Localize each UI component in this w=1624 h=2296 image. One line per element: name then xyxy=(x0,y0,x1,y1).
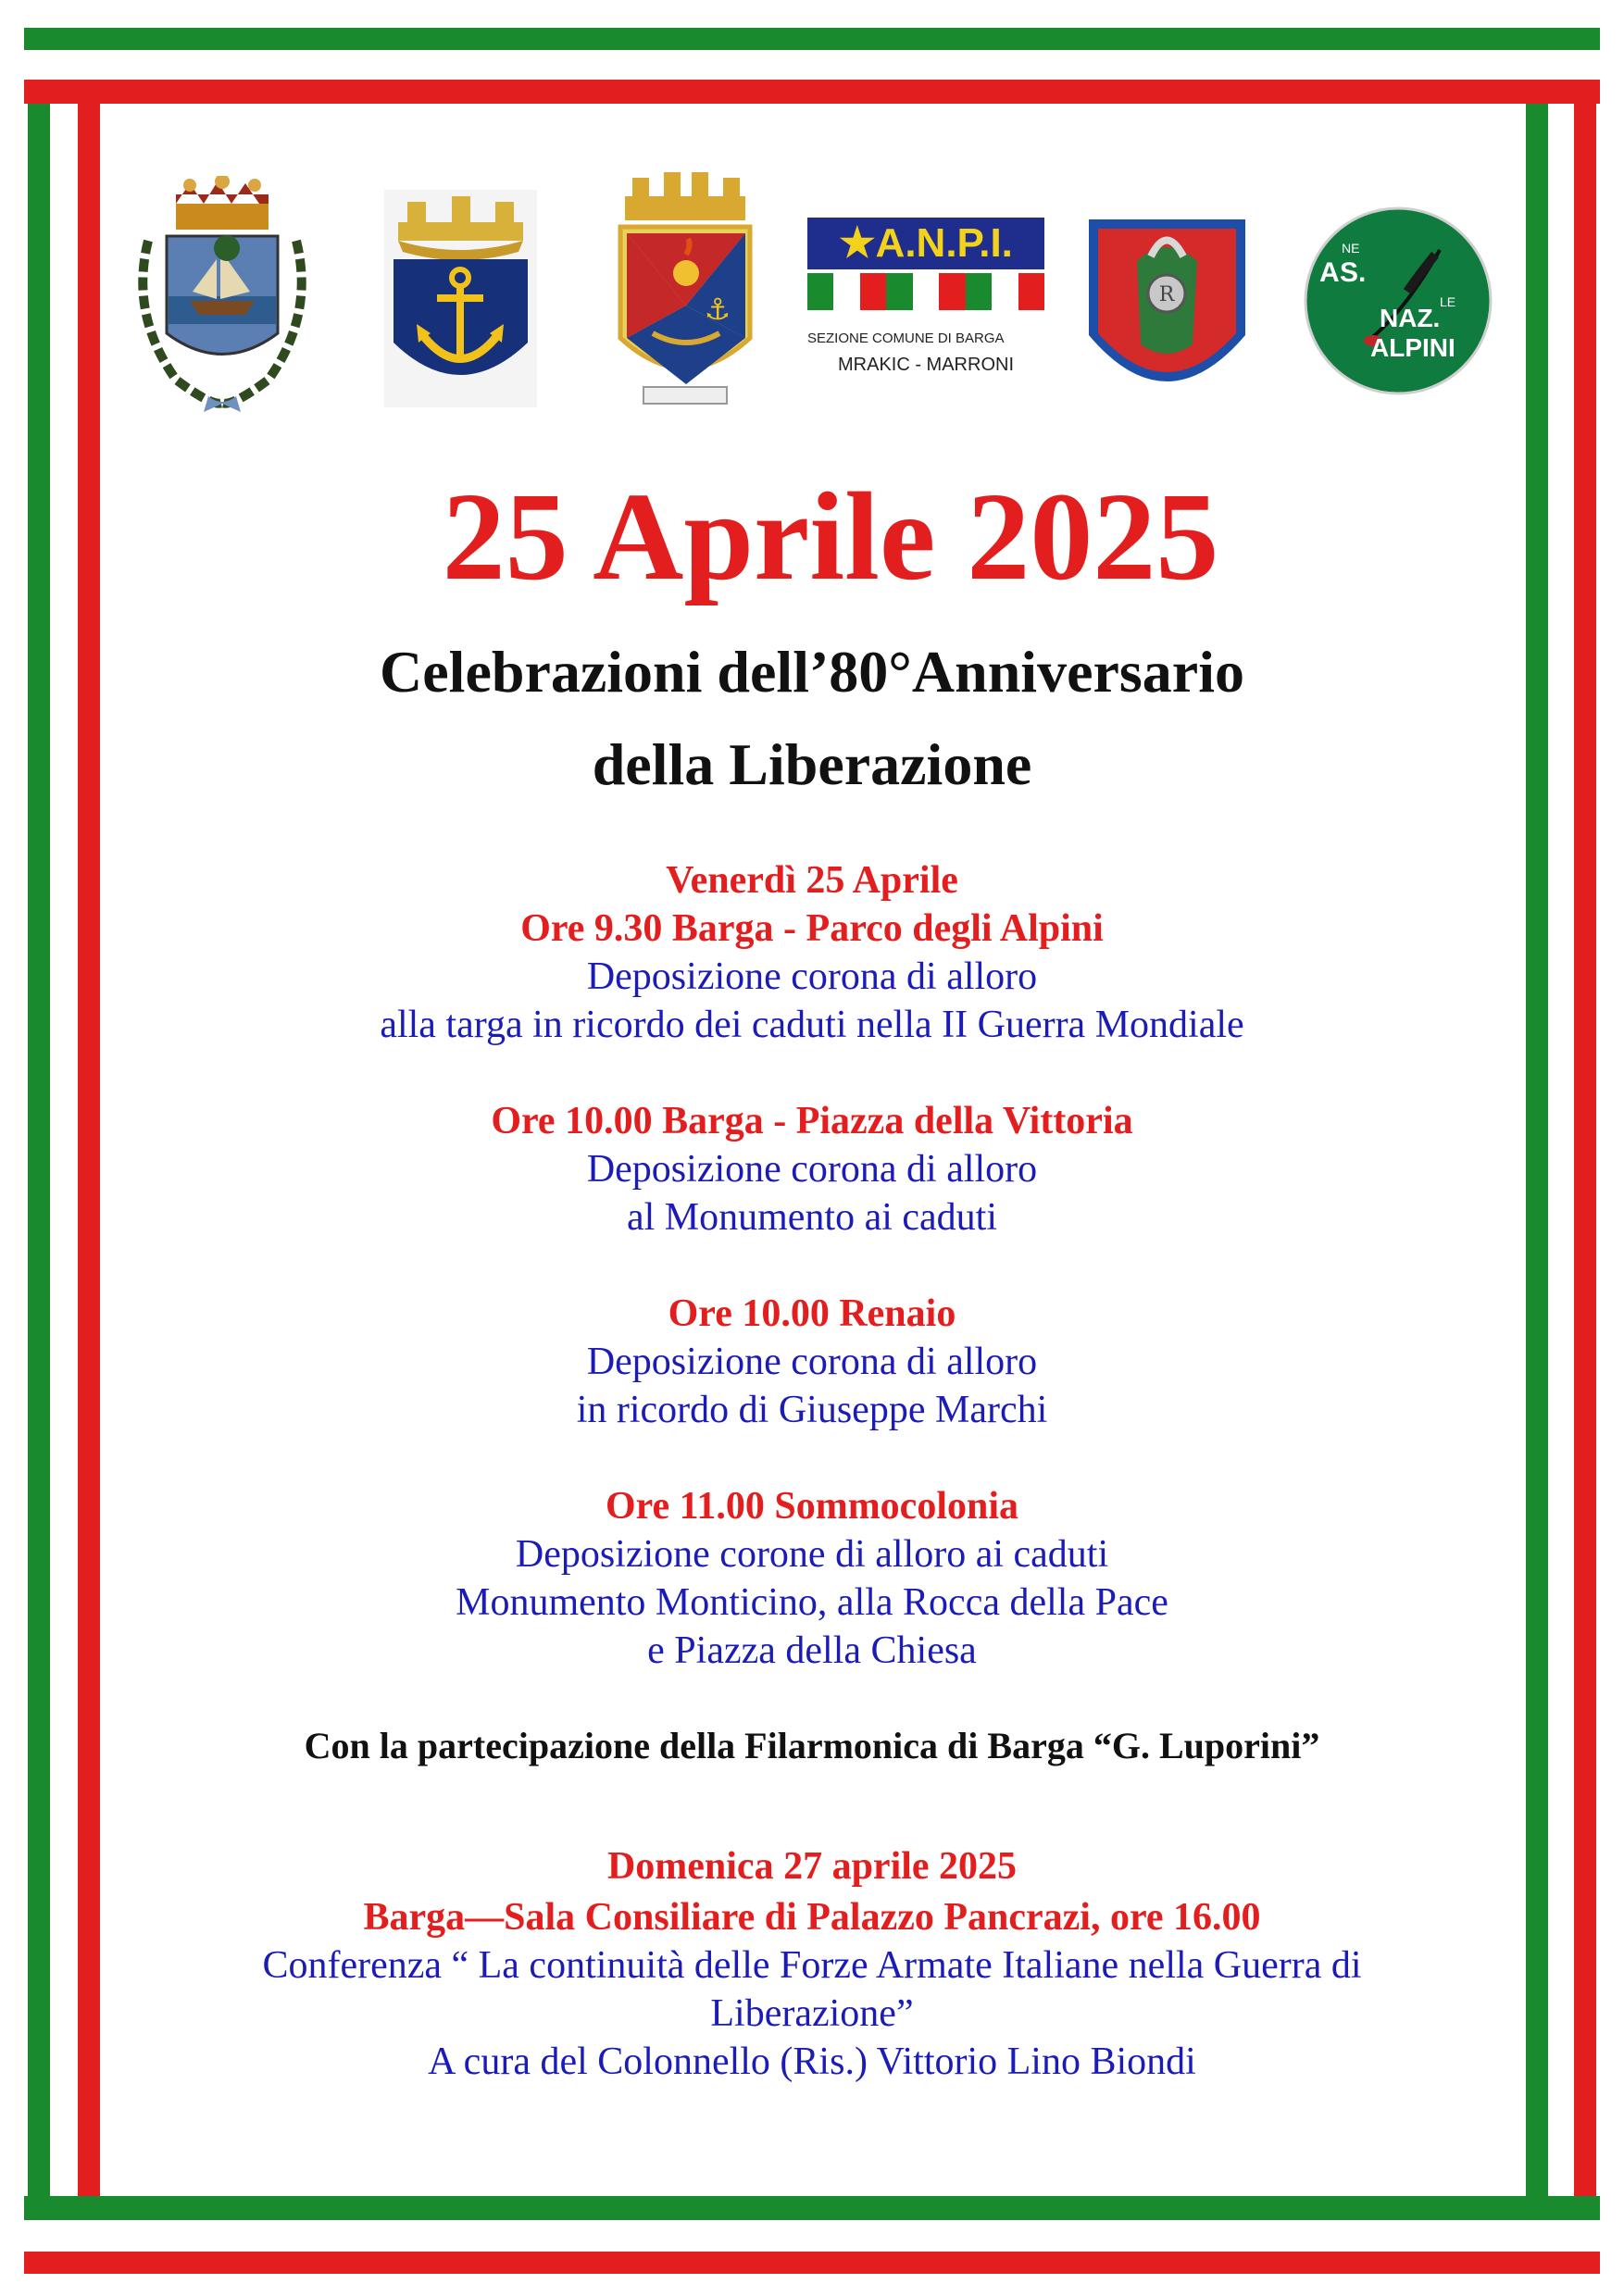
top-green-stripe xyxy=(24,28,1600,50)
event-5-line-2: Liberazione” xyxy=(710,1992,914,2035)
military-heraldic-shield-logo xyxy=(606,167,764,417)
anpi-flag-stripes xyxy=(807,273,1044,310)
logos-row xyxy=(120,167,1509,435)
right-green-stripe xyxy=(1526,104,1548,2198)
event-day-1: Venerdì 25 Aprile xyxy=(666,859,958,902)
event-1-line-2: alla targa in ricordo dei caduti nella II Guerra Mondiale xyxy=(380,1004,1244,1046)
event-1-line-1: Deposizione corona di alloro xyxy=(586,955,1038,998)
bottom-green-stripe xyxy=(24,2196,1600,2220)
svg-text:⚓: ⚓ xyxy=(704,292,731,327)
event-3-heading: Ore 10.00 Renaio xyxy=(668,1292,956,1335)
event-2-line-1: Deposizione corona di alloro xyxy=(586,1148,1038,1191)
event-4-heading: Ore 11.00 Sommocolonia xyxy=(605,1485,1019,1528)
svg-text:R: R xyxy=(1158,283,1175,306)
event-5-line-3: A cura del Colonnello (Ris.) Vittorio Lino Biondi xyxy=(428,2040,1196,2083)
left-red-stripe xyxy=(78,104,100,2198)
alpini-letters-s: S. xyxy=(1340,257,1367,288)
anpi-logo xyxy=(807,218,1048,375)
alpini-ne-text: NE xyxy=(1342,241,1360,256)
anpi-section-text: SEZIONE COMUNE DI BARGA xyxy=(807,331,1005,346)
anpi-names-text: MRAKIC - MARRONI xyxy=(838,355,1014,375)
alpini-name-text: ALPINI xyxy=(1370,333,1455,362)
event-1-heading: Ore 9.30 Barga - Parco degli Alpini xyxy=(520,907,1104,950)
page-title: 25 Aprile 2025 xyxy=(442,468,1219,606)
participation-note: Con la partecipazione della Filarmonica di Barga “G. Luporini” xyxy=(304,1725,1320,1766)
event-5-line-1: Conferenza “ La continuità delle Forze Armate Italiane nella Guerra di xyxy=(262,1944,1362,1987)
right-red-stripe xyxy=(1574,104,1596,2198)
subtitle-line-1: Celebrazioni dell’80°Anniversario xyxy=(380,639,1244,705)
carabinieri-association-logo xyxy=(1081,206,1253,423)
navy-anchor-shield-logo xyxy=(380,185,542,412)
event-4-line-3: e Piazza della Chiesa xyxy=(647,1629,977,1672)
event-5-heading: Barga—Sala Consiliare di Palazzo Pancrazi, ore 16.00 xyxy=(363,1896,1261,1939)
event-3-line-2: in ricordo di Giuseppe Marchi xyxy=(576,1389,1048,1431)
alpini-association-logo xyxy=(1301,204,1495,398)
anpi-title: ★A.N.P.I. xyxy=(807,218,1044,269)
alpini-letter-a: A xyxy=(1319,257,1340,288)
top-red-stripe xyxy=(24,80,1600,104)
left-green-stripe xyxy=(28,104,50,2198)
alpini-le-text: LE xyxy=(1440,294,1456,309)
event-2-line-2: al Monumento ai caduti xyxy=(626,1196,998,1239)
subtitle-line-2: della Liberazione xyxy=(592,731,1032,797)
event-day-2: Domenica 27 aprile 2025 xyxy=(606,1845,1018,1888)
barga-coat-of-arms-logo xyxy=(120,176,324,417)
event-3-line-1: Deposizione corona di alloro xyxy=(586,1341,1038,1383)
alpini-naz-text: NAZ. xyxy=(1380,304,1441,332)
bottom-red-stripe xyxy=(24,2252,1600,2274)
event-4-line-1: Deposizione corone di alloro ai caduti xyxy=(515,1533,1109,1576)
event-2-heading: Ore 10.00 Barga - Piazza della Vittoria xyxy=(491,1100,1133,1142)
event-4-line-2: Monumento Monticino, alla Rocca della Pace xyxy=(456,1581,1168,1624)
